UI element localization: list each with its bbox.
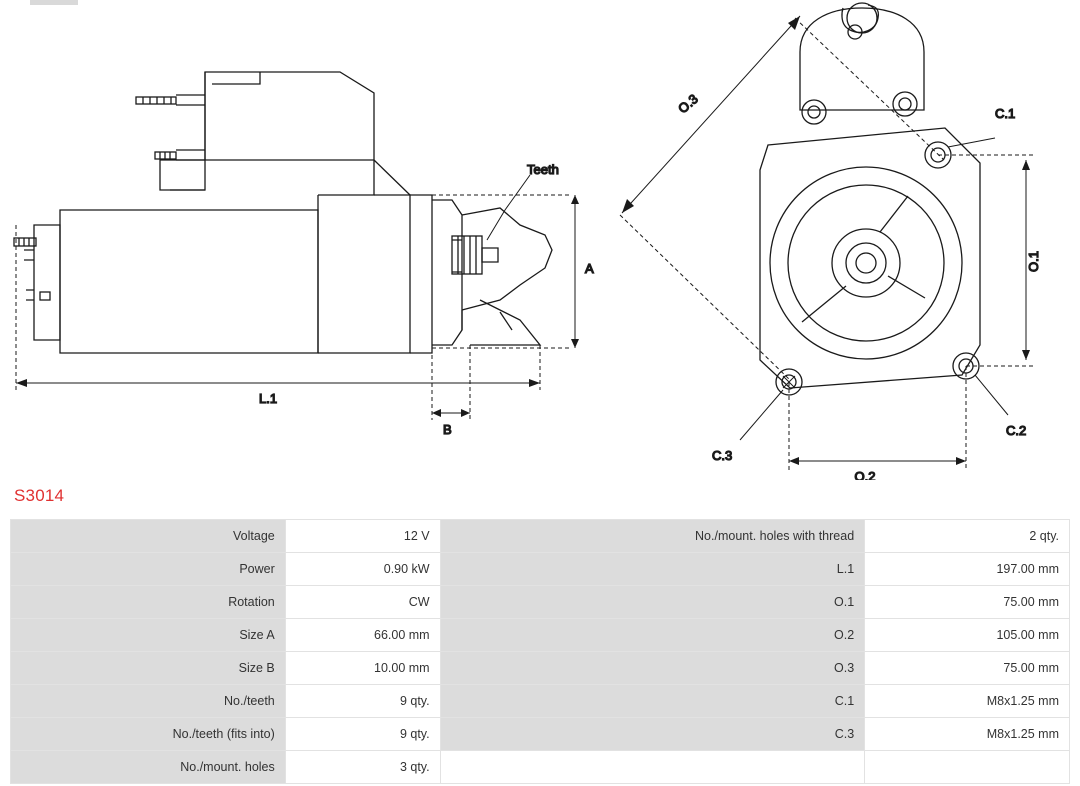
spec-value-2: M8x1.25 mm [865, 685, 1070, 718]
label-o1: O.1 [1026, 251, 1041, 272]
spec-label-2: C.1 [440, 685, 865, 718]
spec-empty-cell [865, 751, 1070, 784]
table-row [11, 586, 1070, 619]
specifications-body [11, 520, 1070, 784]
spec-value-2: 75.00 mm [865, 586, 1070, 619]
spec-label: Rotation [11, 586, 286, 619]
spec-value-2: 2 qty. [865, 520, 1070, 553]
spec-value: 10.00 mm [285, 652, 440, 685]
spec-label-2: O.3 [440, 652, 865, 685]
spec-label: Voltage [11, 520, 286, 553]
table-row [11, 718, 1070, 751]
spec-value: 66.00 mm [285, 619, 440, 652]
spec-value-2: 75.00 mm [865, 652, 1070, 685]
label-size-a: A [585, 261, 594, 276]
spec-label: No./teeth [11, 685, 286, 718]
spec-label-2: O.1 [440, 586, 865, 619]
spec-label: Size A [11, 619, 286, 652]
spec-label: Size B [11, 652, 286, 685]
spec-value: 0.90 kW [285, 553, 440, 586]
table-row [11, 520, 1070, 553]
label-size-b: B [443, 422, 452, 437]
spec-value: 9 qty. [285, 718, 440, 751]
label-o2: O.2 [854, 469, 876, 480]
spec-value-2: 197.00 mm [865, 553, 1070, 586]
spec-value-2: M8x1.25 mm [865, 718, 1070, 751]
spec-label: No./teeth (fits into) [11, 718, 286, 751]
spec-label-2: No./mount. holes with thread [440, 520, 865, 553]
label-c2: C.2 [1006, 423, 1027, 438]
label-c3: C.3 [712, 448, 733, 463]
table-row [11, 751, 1070, 784]
part-code: S3014 [14, 486, 65, 505]
table-row [11, 685, 1070, 718]
spec-label: Power [11, 553, 286, 586]
spec-empty-cell [440, 751, 865, 784]
label-c1: C.1 [995, 106, 1016, 121]
spec-value: 9 qty. [285, 685, 440, 718]
spec-value-2: 105.00 mm [865, 619, 1070, 652]
spec-value: 3 qty. [285, 751, 440, 784]
spec-label-2: C.3 [440, 718, 865, 751]
label-o3: O.3 [675, 91, 701, 117]
spec-label: No./mount. holes [11, 751, 286, 784]
label-length-l1: L.1 [259, 391, 278, 406]
table-row [11, 652, 1070, 685]
table-row [11, 553, 1070, 586]
label-teeth: Teeth [527, 162, 559, 177]
spec-label-2: O.2 [440, 619, 865, 652]
table-row [11, 619, 1070, 652]
specifications-table [10, 519, 1070, 784]
spec-value: CW [285, 586, 440, 619]
spec-label-2: L.1 [440, 553, 865, 586]
spec-value: 12 V [285, 520, 440, 553]
